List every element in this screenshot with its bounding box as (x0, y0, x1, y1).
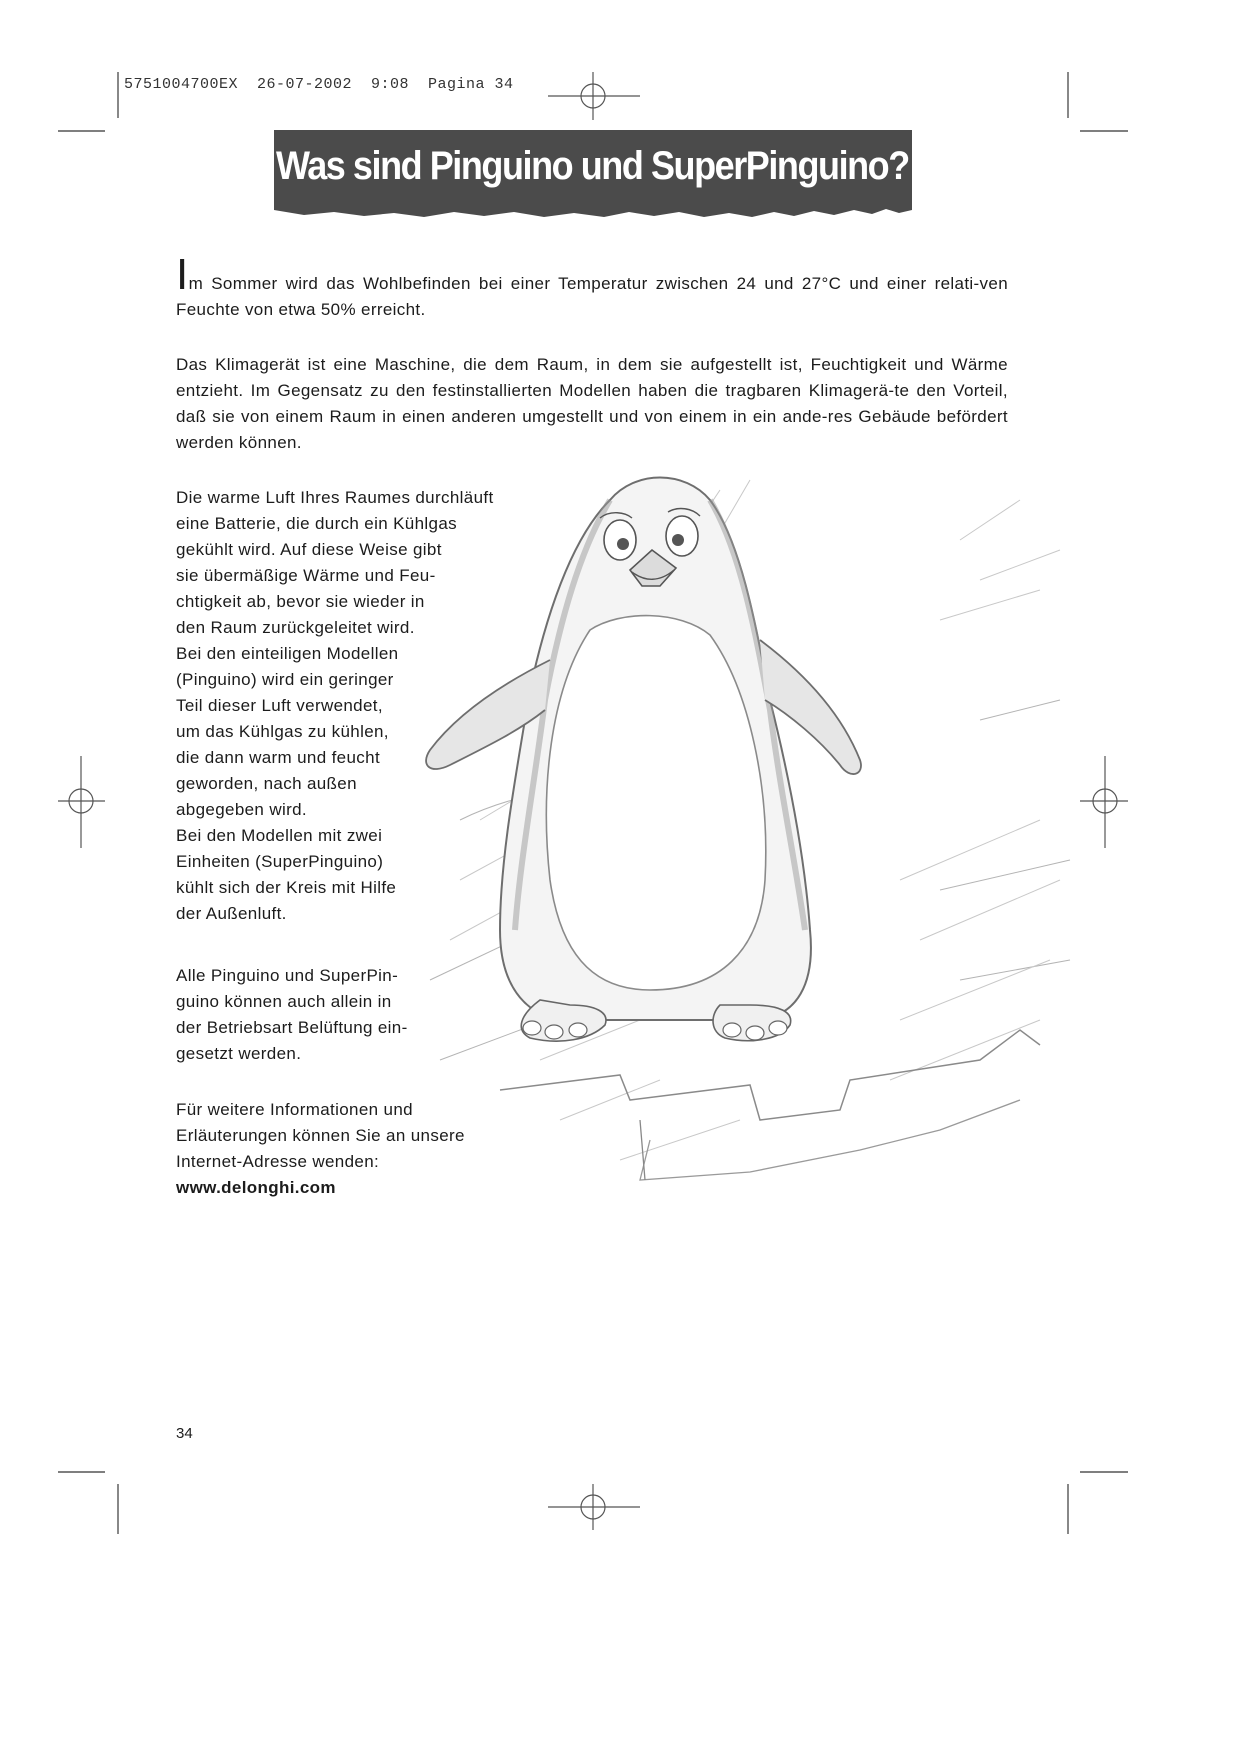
text-line: gekühlt wird. Auf diese Weise gibt (176, 540, 442, 559)
text-line: kühlt sich der Kreis mit Hilfe (176, 878, 397, 897)
text-line: chtigkeit ab, bevor sie wieder in (176, 592, 425, 611)
text-line: eine Batterie, die durch ein Kühlgas (176, 514, 457, 533)
text-line: sie übermäßige Wärme und Feu- (176, 566, 436, 585)
text-line: der Betriebsart Belüftung ein- (176, 1018, 408, 1037)
text-line: die dann warm und feucht (176, 748, 381, 767)
registration-mark-top (548, 72, 640, 120)
page-number: 34 (176, 1425, 193, 1442)
intro-text: m Sommer wird das Wohlbefinden bei einer Temperatur zwischen 24 und 27°C und einer relati-ven Feuchte von etwa 50% erreicht. (176, 274, 1008, 319)
text-line: guino können auch allein in (176, 992, 392, 1011)
paragraph-5 (176, 1097, 526, 1201)
text-line: um das Kühlgas zu kühlen, (176, 722, 389, 741)
text-line: Erläuterungen können Sie an unsere (176, 1126, 465, 1145)
text-line: gesetzt werden. (176, 1044, 302, 1063)
text-line: den Raum zurückgeleitet wird. (176, 618, 415, 637)
text-line: Internet-Adresse wenden: (176, 1152, 380, 1171)
text-line: Bei den Modellen mit zwei (176, 826, 383, 845)
text-line: Alle Pinguino und SuperPin- (176, 966, 399, 985)
paragraph-3 (176, 485, 526, 927)
registration-mark-left (58, 756, 105, 848)
text-line: abgegeben wird. (176, 800, 307, 819)
title-banner (274, 130, 912, 220)
intro-paragraph (176, 250, 1008, 323)
text-line: der Außenluft. (176, 904, 287, 923)
print-slug: 5751004700EX 26-07-2002 9:08 Pagina 34 (124, 76, 514, 93)
website-link[interactable]: www.delonghi.com (176, 1178, 336, 1197)
text-line: Einheiten (SuperPinguino) (176, 852, 384, 871)
text-line: Teil dieser Luft verwendet, (176, 696, 383, 715)
text-line: Bei den einteiligen Modellen (176, 644, 399, 663)
registration-mark-right (1080, 756, 1128, 848)
text-line: geworden, nach außen (176, 774, 357, 793)
text-line: (Pinguino) wird ein geringer (176, 670, 394, 689)
text-line: Für weitere Informationen und (176, 1100, 413, 1119)
registration-mark-bottom (548, 1484, 640, 1530)
drop-cap: I (176, 250, 189, 299)
page-title: Was sind Pinguino und SuperPinguino? (276, 144, 909, 188)
text-line: Die warme Luft Ihres Raumes durchläuft (176, 488, 494, 507)
paragraph-2: Das Klimagerät ist eine Maschine, die dem Raum, in dem sie aufgestellt ist, Feuchtigkeit und Wärme entzieht. Im Gegensatz zu den festinstallierten Modellen haben die tragbaren Klimagerä-te den Vorteil, daß sie von einem Raum in einen anderen umgestellt und von einem in ein ande-res Gebäude befördert werden können. (176, 355, 1008, 452)
paragraph-4 (176, 963, 526, 1067)
